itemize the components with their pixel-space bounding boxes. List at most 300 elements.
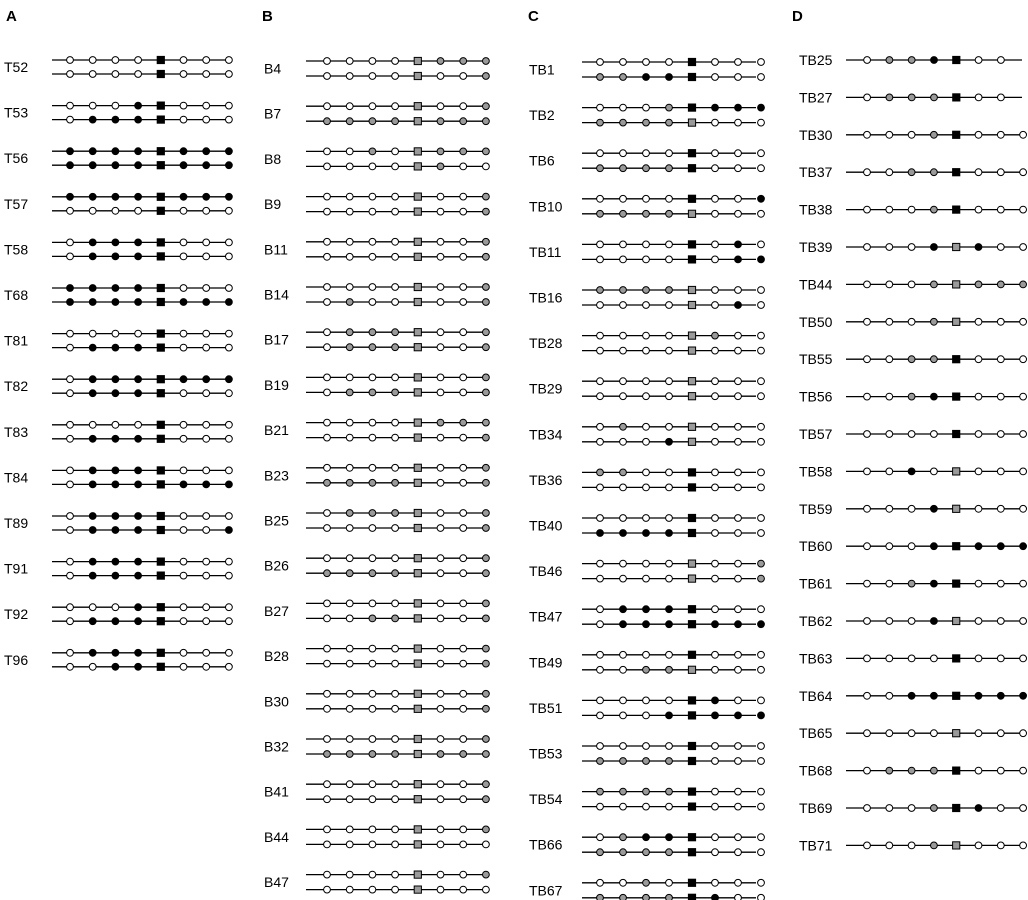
cpg-site [975, 431, 982, 438]
clone-row [799, 276, 1027, 292]
cpg-site [643, 241, 650, 248]
cpg-site [931, 57, 938, 64]
cpg-site [460, 208, 467, 215]
clone-row [529, 514, 764, 536]
clone-row [4, 102, 232, 123]
cpg-site [203, 558, 210, 565]
cpg-site [180, 102, 187, 109]
clone-label: TB37 [799, 164, 833, 181]
cpg-site [666, 484, 673, 491]
cpg-site [67, 57, 74, 64]
cpg-site [886, 206, 893, 213]
clone-label: T83 [4, 423, 29, 440]
panel-a [4, 8, 232, 670]
cpg-site [975, 730, 982, 737]
cpg-site [180, 649, 187, 656]
clone-row [799, 800, 1027, 816]
cpg-site [643, 697, 650, 704]
cpg-site [324, 781, 331, 788]
cpg-site [597, 621, 604, 628]
cpg-site [89, 285, 96, 292]
cpg-site [1020, 767, 1027, 774]
cpg-site [346, 705, 353, 712]
clone-row [799, 688, 1027, 704]
cpg-site [758, 530, 765, 537]
cpg-site [975, 655, 982, 662]
clone-row [529, 788, 764, 810]
cpg-site [975, 57, 982, 64]
clone-label: TB39 [799, 239, 833, 255]
clone-label: B9 [264, 196, 282, 213]
clone-label: B21 [264, 422, 289, 439]
cpg-site [369, 479, 376, 486]
cpg-site [666, 74, 673, 81]
cpg-site [369, 299, 376, 306]
cpg-site [369, 886, 376, 893]
cpg-site-square [688, 150, 695, 157]
cpg-site [437, 58, 444, 65]
cpg-site-square [414, 886, 421, 893]
cpg-site [483, 705, 490, 712]
cpg-site [666, 621, 673, 628]
cpg-site [1020, 281, 1027, 288]
cpg-site [324, 871, 331, 878]
cpg-site [483, 284, 490, 291]
cpg-site-square [688, 575, 695, 582]
cpg-site [758, 438, 765, 445]
cpg-site [758, 575, 765, 582]
cpg-site [620, 74, 627, 81]
cpg-site [997, 505, 1004, 512]
clone-label: B41 [264, 783, 289, 800]
cpg-site [324, 705, 331, 712]
cpg-site [758, 758, 765, 765]
cpg-site [324, 736, 331, 743]
cpg-site-square [953, 356, 960, 363]
cpg-site [997, 730, 1004, 737]
cpg-site-square [688, 438, 695, 445]
clone-row [799, 501, 1027, 517]
cpg-site [735, 743, 742, 750]
cpg-site [226, 435, 233, 442]
cpg-site [758, 119, 765, 126]
cpg-site [135, 299, 142, 306]
cpg-site [437, 600, 444, 607]
cpg-site [597, 894, 604, 900]
cpg-site [392, 299, 399, 306]
cpg-site [203, 285, 210, 292]
cpg-site [346, 389, 353, 396]
cpg-site [369, 419, 376, 426]
clone-label: B28 [264, 648, 289, 665]
cpg-site [226, 663, 233, 670]
cpg-site [735, 575, 742, 582]
cpg-site [643, 621, 650, 628]
clone-label: B14 [264, 286, 289, 303]
cpg-site [758, 666, 765, 673]
cpg-site [666, 302, 673, 309]
cpg-site [460, 781, 467, 788]
cpg-site [712, 758, 719, 765]
cpg-site [886, 580, 893, 587]
cpg-site [643, 438, 650, 445]
cpg-site [324, 751, 331, 758]
cpg-site [620, 210, 627, 217]
cpg-site [597, 332, 604, 339]
cpg-site [597, 712, 604, 719]
cpg-site [346, 193, 353, 200]
cpg-site [67, 604, 74, 611]
cpg-site [666, 788, 673, 795]
cpg-site [597, 697, 604, 704]
cpg-site [620, 621, 627, 628]
cpg-site-square [414, 841, 421, 848]
cpg-site [597, 788, 604, 795]
cpg-site [392, 660, 399, 667]
cpg-site [460, 103, 467, 110]
cpg-site [758, 74, 765, 81]
clone-label: B19 [264, 376, 289, 393]
cpg-site [324, 841, 331, 848]
clone-row [799, 463, 1027, 479]
cpg-site [886, 842, 893, 849]
cpg-site [203, 618, 210, 625]
cpg-site [346, 871, 353, 878]
cpg-site [67, 663, 74, 670]
cpg-site [908, 131, 915, 138]
cpg-site [392, 555, 399, 562]
clone-row [799, 763, 1027, 779]
cpg-site [180, 604, 187, 611]
cpg-site [460, 344, 467, 351]
cpg-site [643, 484, 650, 491]
cpg-site [735, 879, 742, 886]
cpg-site [346, 796, 353, 803]
cpg-site [369, 253, 376, 260]
clone-label: TB29 [529, 380, 563, 397]
clone-row [799, 202, 1027, 218]
cpg-site [392, 871, 399, 878]
clone-row [529, 150, 764, 172]
cpg-site [886, 356, 893, 363]
clone-label: TB59 [799, 500, 833, 517]
cpg-site [226, 71, 233, 78]
cpg-site [369, 751, 376, 758]
cpg-site [886, 393, 893, 400]
cpg-site [89, 663, 96, 670]
cpg-site-square [157, 604, 164, 611]
clone-label: TB28 [529, 335, 563, 352]
clone-label: TB36 [529, 471, 563, 488]
cpg-site [998, 94, 1005, 101]
cpg-site [908, 468, 915, 475]
cpg-site [620, 287, 627, 294]
cpg-site [483, 871, 490, 878]
cpg-site [460, 329, 467, 336]
cpg-site [437, 736, 444, 743]
cpg-site [369, 796, 376, 803]
cpg-site [886, 655, 893, 662]
cpg-site [437, 118, 444, 125]
cpg-site [346, 329, 353, 336]
cpg-site-square [688, 894, 695, 900]
clone-row [799, 351, 1027, 367]
cpg-site [226, 390, 233, 397]
cpg-site [597, 575, 604, 582]
cpg-site-square [688, 58, 695, 65]
cpg-site [180, 344, 187, 351]
cpg-site [643, 803, 650, 810]
cpg-site [864, 94, 871, 101]
cpg-site [89, 618, 96, 625]
cpg-site [112, 604, 119, 611]
cpg-site [203, 649, 210, 656]
clone-row [4, 148, 232, 169]
cpg-site [203, 148, 210, 155]
cpg-site [180, 285, 187, 292]
cpg-site [886, 730, 893, 737]
cpg-site [620, 119, 627, 126]
cpg-site [864, 767, 871, 774]
cpg-site [483, 660, 490, 667]
cpg-site [483, 826, 490, 833]
cpg-site [203, 663, 210, 670]
cpg-site [346, 434, 353, 441]
cpg-site [735, 423, 742, 430]
cpg-site [666, 210, 673, 217]
cpg-site [67, 376, 74, 383]
cpg-site [226, 618, 233, 625]
cpg-site-square [953, 767, 960, 774]
clone-label: TB58 [799, 463, 833, 480]
cpg-site-square [157, 344, 164, 351]
cpg-site [180, 435, 187, 442]
clone-row [4, 604, 232, 625]
cpg-site [369, 284, 376, 291]
cpg-site [666, 378, 673, 385]
clone-row [264, 103, 489, 125]
cpg-site [392, 58, 399, 65]
cpg-site [460, 600, 467, 607]
cpg-site [886, 692, 893, 699]
cpg-site [112, 299, 119, 306]
cpg-site [620, 423, 627, 430]
cpg-site [180, 330, 187, 337]
cpg-site [1020, 543, 1027, 550]
cpg-site [931, 94, 938, 101]
cpg-site [758, 788, 765, 795]
cpg-site [908, 618, 915, 625]
clone-row [4, 376, 232, 397]
cpg-site [67, 330, 74, 337]
cpg-site [392, 389, 399, 396]
cpg-site [886, 431, 893, 438]
cpg-site [758, 560, 765, 567]
clone-label: T96 [4, 651, 29, 668]
cpg-site-square [688, 256, 695, 263]
cpg-site [112, 435, 119, 442]
cpg-site [369, 163, 376, 170]
panel-label: A [6, 8, 17, 25]
cpg-site [346, 841, 353, 848]
cpg-site [931, 580, 938, 587]
cpg-site [135, 390, 142, 397]
cpg-site [392, 826, 399, 833]
cpg-site [597, 758, 604, 765]
cpg-site [931, 281, 938, 288]
cpg-site [460, 886, 467, 893]
cpg-site-square [157, 558, 164, 565]
cpg-site [112, 618, 119, 625]
clone-label: TB62 [799, 613, 833, 629]
cpg-site-square [414, 103, 421, 110]
cpg-site [180, 207, 187, 214]
cpg-site-square [414, 660, 421, 667]
cpg-site-square [414, 615, 421, 622]
cpg-site [1020, 131, 1027, 138]
cpg-site [203, 481, 210, 488]
cpg-site [643, 347, 650, 354]
cpg-site [886, 169, 893, 176]
cpg-site [712, 894, 719, 900]
cpg-site [392, 284, 399, 291]
cpg-site [483, 118, 490, 125]
clone-row [799, 164, 1027, 180]
cpg-site [324, 344, 331, 351]
cpg-site [369, 193, 376, 200]
cpg-site [437, 464, 444, 471]
clone-row [799, 389, 1027, 405]
clone-label: B4 [264, 60, 282, 77]
cpg-site [975, 94, 982, 101]
cpg-site-square [688, 606, 695, 613]
cpg-site [437, 193, 444, 200]
cpg-site [712, 393, 719, 400]
cpg-site [1020, 655, 1027, 662]
clone-label: B32 [264, 738, 289, 755]
cpg-site [735, 469, 742, 476]
cpg-site [203, 604, 210, 611]
cpg-site [1020, 618, 1027, 625]
cpg-site [112, 481, 119, 488]
cpg-site [112, 663, 119, 670]
clone-label: TB54 [529, 791, 563, 808]
cpg-site [643, 119, 650, 126]
clone-row [4, 558, 232, 579]
cpg-site [643, 849, 650, 856]
cpg-site [997, 692, 1004, 699]
cpg-site [369, 781, 376, 788]
clone-row [264, 283, 489, 305]
cpg-site [135, 207, 142, 214]
cpg-site-square [157, 618, 164, 625]
cpg-site [620, 104, 627, 111]
cpg-site [483, 103, 490, 110]
cpg-site [931, 692, 938, 699]
cpg-site [931, 543, 938, 550]
cpg-site [203, 330, 210, 337]
cpg-site [460, 751, 467, 758]
cpg-site [886, 94, 893, 101]
cpg-site [643, 74, 650, 81]
cpg-site [735, 378, 742, 385]
cpg-site [908, 580, 915, 587]
cpg-site [620, 256, 627, 263]
cpg-site [460, 374, 467, 381]
cpg-site-square [414, 464, 421, 471]
cpg-site [975, 131, 982, 138]
cpg-site [346, 238, 353, 245]
cpg-site [324, 886, 331, 893]
cpg-site [931, 655, 938, 662]
cpg-site [67, 102, 74, 109]
cpg-site [112, 421, 119, 428]
cpg-site [324, 525, 331, 532]
clone-row [529, 560, 764, 582]
cpg-site [735, 256, 742, 263]
cpg-site [346, 826, 353, 833]
cpg-site [864, 393, 871, 400]
cpg-site-square [953, 804, 960, 811]
cpg-site [437, 841, 444, 848]
cpg-site [460, 871, 467, 878]
cpg-site-square [953, 318, 960, 325]
clone-label: T53 [4, 104, 29, 121]
cpg-site [620, 606, 627, 613]
cpg-site [997, 543, 1004, 550]
cpg-site [67, 572, 74, 579]
cpg-site-square [953, 617, 960, 624]
cpg-site [89, 435, 96, 442]
cpg-site [67, 71, 74, 78]
cpg-site [620, 393, 627, 400]
cpg-site [112, 467, 119, 474]
cpg-site [712, 59, 719, 66]
cpg-site [1020, 206, 1027, 213]
cpg-site [997, 767, 1004, 774]
cpg-site [864, 131, 871, 138]
cpg-site [226, 376, 233, 383]
cpg-site [735, 560, 742, 567]
clone-row [529, 834, 764, 856]
cpg-site [112, 71, 119, 78]
cpg-site [597, 879, 604, 886]
cpg-site [203, 344, 210, 351]
cpg-site [112, 162, 119, 169]
cpg-site [203, 435, 210, 442]
cpg-site [460, 796, 467, 803]
cpg-site [712, 469, 719, 476]
cpg-site-square [688, 469, 695, 476]
cpg-site [437, 374, 444, 381]
cpg-site [112, 344, 119, 351]
cpg-site-square [414, 781, 421, 788]
cpg-site [67, 193, 74, 200]
cpg-site-square [688, 651, 695, 658]
cpg-site [135, 604, 142, 611]
cpg-site [437, 479, 444, 486]
cpg-site [735, 530, 742, 537]
clone-row [264, 238, 489, 260]
cpg-site [460, 238, 467, 245]
cpg-site [135, 513, 142, 520]
cpg-site [180, 513, 187, 520]
cpg-site [666, 165, 673, 172]
cpg-site-square [688, 803, 695, 810]
cpg-site [324, 796, 331, 803]
cpg-site [597, 423, 604, 430]
cpg-site [758, 241, 765, 248]
